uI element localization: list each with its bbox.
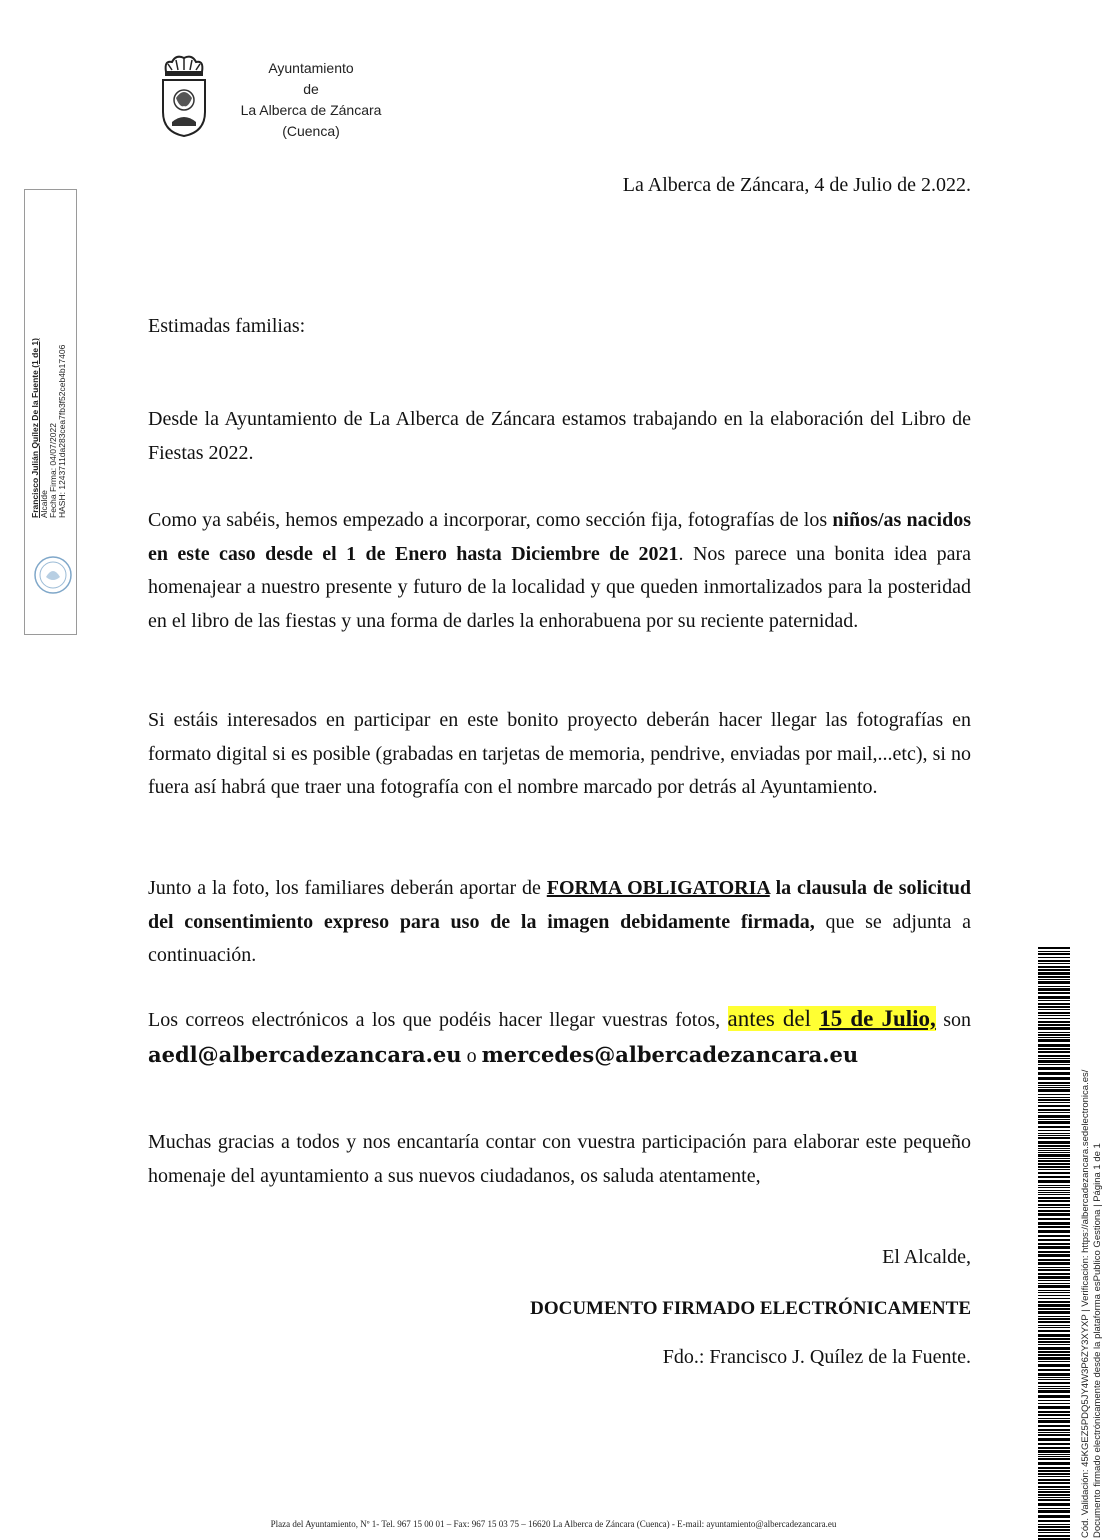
barcode-stripe bbox=[1038, 1176, 1070, 1178]
barcode-stripe bbox=[1038, 1021, 1070, 1023]
barcode-stripe bbox=[1038, 1262, 1070, 1265]
signer-role: Alcalde bbox=[39, 490, 49, 518]
paragraph-5 bbox=[148, 1002, 971, 1073]
email-mercedes: mercedes@albercadezancara.eu bbox=[481, 1041, 859, 1067]
barcode-stripe bbox=[1038, 976, 1070, 978]
org-name-line2: de bbox=[303, 81, 319, 97]
barcode-stripe bbox=[1038, 1456, 1070, 1457]
barcode-stripe bbox=[1038, 1486, 1070, 1488]
barcode-stripe bbox=[1038, 1115, 1070, 1118]
barcode-stripe bbox=[1038, 1051, 1070, 1053]
barcode-stripe bbox=[1038, 1251, 1070, 1253]
barcode-stripe bbox=[1038, 1497, 1070, 1498]
paragraph-4-text-a: Junto a la foto, los familiares deberán aportar de bbox=[148, 877, 547, 899]
paragraph-1: Desde la Ayuntamiento de La Alberca de Záncara estamos trabajando en la elaboración del Libro de Fiestas 2022. bbox=[148, 408, 971, 464]
barcode-stripe bbox=[1038, 1338, 1070, 1340]
barcode-stripe bbox=[1038, 1009, 1070, 1010]
barcode-stripe bbox=[1038, 1218, 1070, 1220]
barcode-stripe bbox=[1038, 1137, 1070, 1139]
barcode-stripe bbox=[1038, 1301, 1070, 1303]
barcode-stripe bbox=[1038, 1344, 1070, 1345]
signature-name: Fdo.: Francisco J. Quílez de la Fuente. bbox=[662, 1346, 971, 1368]
barcode-stripe bbox=[1038, 969, 1070, 971]
barcode-stripe bbox=[1038, 1109, 1070, 1111]
barcode-stripe bbox=[1038, 1190, 1070, 1191]
barcode-stripe bbox=[1038, 957, 1070, 958]
barcode-stripe bbox=[1038, 1077, 1070, 1080]
barcode-stripe bbox=[1038, 1243, 1070, 1245]
barcode-stripe bbox=[1038, 1166, 1070, 1168]
paragraph-2 bbox=[148, 504, 971, 638]
barcode-stripe bbox=[1038, 1130, 1070, 1131]
barcode-stripe bbox=[1038, 1246, 1070, 1249]
barcode-stripe bbox=[1038, 1187, 1070, 1188]
barcode-stripe bbox=[1038, 1406, 1070, 1409]
barcode-stripe bbox=[1038, 1082, 1070, 1084]
barcode-stripe bbox=[1038, 1499, 1070, 1501]
barcode-stripe bbox=[1038, 1222, 1070, 1225]
barcode-stripe bbox=[1038, 960, 1070, 962]
barcode-stripe bbox=[1038, 1515, 1070, 1518]
barcode-stripe bbox=[1038, 1491, 1070, 1493]
barcode-stripe bbox=[1038, 1018, 1070, 1019]
barcode-stripe bbox=[1038, 1386, 1070, 1387]
barcode-stripe bbox=[1038, 1450, 1070, 1453]
barcode-stripe bbox=[1038, 1160, 1070, 1162]
barcode-stripe bbox=[1038, 1044, 1070, 1047]
barcode-stripe bbox=[1038, 1330, 1070, 1332]
barcode-stripe bbox=[1038, 1067, 1070, 1070]
barcode-stripe bbox=[1038, 1172, 1070, 1174]
barcode-stripe bbox=[1038, 1037, 1070, 1038]
barcode-stripe bbox=[1038, 1145, 1070, 1147]
barcode-stripe bbox=[1038, 1276, 1070, 1279]
signature-title: El Alcalde, bbox=[882, 1246, 971, 1268]
barcode-stripe bbox=[1038, 1535, 1070, 1537]
barcode-stripe bbox=[1038, 1003, 1070, 1005]
verification-line-2: Documento firmado electrónicamente desde la plataforma esPublico Gestiona | Página 1 de 1 bbox=[1092, 1143, 1103, 1538]
barcode-stripe bbox=[1038, 1112, 1070, 1113]
barcode-stripe bbox=[1038, 1207, 1070, 1208]
barcode-stripe bbox=[1038, 1200, 1070, 1202]
barcode-stripe bbox=[1038, 1364, 1070, 1367]
barcode-stripe bbox=[1038, 1152, 1070, 1153]
consent-clause-bold: la clausula de solicitud del consentimiento expreso para uso de la imagen debidamente firmada, bbox=[148, 877, 971, 933]
barcode-stripe bbox=[1038, 1351, 1070, 1353]
barcode-stripe bbox=[1038, 1325, 1070, 1326]
barcode-stripe bbox=[1038, 1432, 1070, 1433]
barcode-stripe bbox=[1038, 1467, 1070, 1469]
barcode-stripe bbox=[1038, 1395, 1070, 1398]
barcode-stripe bbox=[1038, 1327, 1070, 1328]
footer-address: Plaza del Ayuntamiento, Nº 1- Tel. 967 15 00 01 – Fax: 967 15 03 75 – 16620 La Alberca de Záncara (Cuenca) - E-mail: ayuntamiento@albercadezancara.eu bbox=[270, 1519, 837, 1529]
barcode-stripe bbox=[1038, 1403, 1070, 1404]
paragraph-3: Si estáis interesados en participar en este bonito proyecto deberán hacer llegar las fotografías en formato digital si es posible (grabadas en tarjetas de memoria, pendrive, enviadas por mail,...etc), si no fuera así habrá que traer una fotografía con el nombre marcado por detrás al Ayuntamiento. bbox=[148, 709, 971, 798]
barcode-stripe bbox=[1038, 1458, 1070, 1460]
barcode-stripe bbox=[1038, 1027, 1070, 1030]
barcode-stripe bbox=[1038, 1429, 1070, 1431]
barcode-stripe bbox=[1038, 963, 1070, 964]
barcode-stripe bbox=[1038, 981, 1070, 984]
barcode-stripe bbox=[1038, 1119, 1070, 1120]
barcode-stripe bbox=[1038, 1308, 1070, 1310]
signature-hash: HASH: 1243711da283cea7fb3f52ceb4b17406 bbox=[57, 344, 67, 518]
barcode-stripe bbox=[1038, 1388, 1070, 1389]
barcode-stripe bbox=[1038, 1034, 1070, 1036]
barcode-stripe bbox=[1038, 1290, 1070, 1291]
barcode-stripe bbox=[1038, 1425, 1070, 1427]
or-text: o bbox=[461, 1044, 482, 1067]
barcode-stripe bbox=[1038, 1298, 1070, 1299]
barcode-stripe bbox=[1038, 1283, 1070, 1284]
paragraph-4 bbox=[148, 872, 971, 973]
barcode-stripe bbox=[1038, 1508, 1070, 1509]
seal-icon bbox=[33, 555, 73, 595]
barcode-stripe bbox=[1038, 1230, 1070, 1233]
barcode-stripe bbox=[1038, 1169, 1070, 1170]
barcode-stripe bbox=[1038, 1141, 1070, 1144]
org-name-line3: La Alberca de Záncara bbox=[240, 102, 382, 118]
barcode-stripe bbox=[1038, 1089, 1070, 1092]
barcode-stripe bbox=[1038, 1532, 1070, 1533]
deadline-date: 15 de Julio, bbox=[819, 1006, 936, 1031]
barcode-stripe bbox=[1038, 1006, 1070, 1008]
barcode-stripe bbox=[1038, 1015, 1070, 1016]
barcode-stripe bbox=[1038, 1473, 1070, 1475]
barcode-stripe bbox=[1038, 1390, 1070, 1393]
barcode-stripe bbox=[1038, 1334, 1070, 1337]
barcode-stripe bbox=[1038, 1192, 1070, 1193]
barcode-stripe bbox=[1038, 951, 1070, 952]
barcode-stripe bbox=[1038, 1443, 1070, 1445]
barcode-stripe bbox=[1038, 988, 1070, 991]
barcode-stripe bbox=[1038, 1354, 1070, 1356]
barcode-stripe bbox=[1038, 1462, 1070, 1465]
barcode-stripe bbox=[1038, 1039, 1070, 1042]
barcode-stripe bbox=[1038, 1447, 1070, 1449]
greeting: Estimadas familias: bbox=[148, 315, 306, 337]
mandatory-form-label: FORMA OBLIGATORIA bbox=[546, 877, 770, 899]
org-name-line4: (Cuenca) bbox=[282, 123, 340, 139]
barcode-stripe bbox=[1038, 1064, 1070, 1065]
barcode-stripe bbox=[1038, 1204, 1070, 1206]
barcode-stripe bbox=[1038, 1280, 1070, 1281]
barcode-stripe bbox=[1038, 1126, 1070, 1128]
barcode-stripe bbox=[1038, 1180, 1070, 1183]
barcode-stripe bbox=[1038, 1273, 1070, 1275]
barcode-stripe bbox=[1038, 1163, 1070, 1165]
barcode-stripe bbox=[1038, 1239, 1070, 1241]
barcode-stripe bbox=[1038, 1085, 1070, 1086]
birth-range-bold: niños/as nacidos en este caso desde el 1 de Enero hasta Diciembre de 2021 bbox=[148, 509, 972, 565]
barcode-stripe bbox=[1038, 1000, 1070, 1001]
barcode-stripe bbox=[1038, 1012, 1070, 1014]
barcode-stripe bbox=[1038, 1194, 1070, 1195]
barcode-stripe bbox=[1038, 1259, 1070, 1261]
barcode-stripe bbox=[1038, 1470, 1070, 1472]
barcode-stripe bbox=[1038, 1121, 1070, 1124]
barcode-stripe bbox=[1038, 1285, 1070, 1288]
barcode-stripe bbox=[1038, 1510, 1070, 1513]
barcode-stripe bbox=[1038, 1489, 1070, 1490]
barcode-stripe bbox=[1038, 1226, 1070, 1228]
barcode-stripe bbox=[1038, 979, 1070, 980]
barcode-stripe bbox=[1038, 1347, 1070, 1350]
signature-date: Fecha Firma: 04/07/2022 bbox=[48, 423, 58, 518]
barcode-stripe bbox=[1038, 1135, 1070, 1136]
barcode-stripe bbox=[1038, 1321, 1070, 1323]
barcode-stripe bbox=[1038, 1094, 1070, 1095]
barcode-stripe bbox=[1038, 1213, 1070, 1216]
barcode-stripe bbox=[1038, 1158, 1070, 1159]
org-name-line1: Ayuntamiento bbox=[268, 60, 354, 76]
barcode-stripe bbox=[1038, 1102, 1070, 1103]
barcode bbox=[1038, 947, 1070, 1540]
paragraph-5-text-a: Los correos electrónicos a los que podéis hacer llegar vuestras fotos, bbox=[148, 1009, 728, 1031]
signer-name: Francisco Julián Quílez De la Fuente (1 de 1) bbox=[30, 338, 40, 518]
barcode-stripe bbox=[1038, 1133, 1070, 1134]
barcode-stripe bbox=[1038, 1400, 1070, 1401]
barcode-stripe bbox=[1038, 1185, 1070, 1186]
barcode-stripe bbox=[1038, 1304, 1070, 1307]
barcode-stripe bbox=[1038, 1529, 1070, 1531]
barcode-stripe bbox=[1038, 1154, 1070, 1157]
barcode-stripe bbox=[1038, 1105, 1070, 1107]
barcode-stripe bbox=[1038, 1032, 1070, 1033]
paragraph-4-text-b: que se adjunta a continuación. bbox=[148, 910, 971, 966]
paragraph-2-text-a: Como ya sabéis, hemos empezado a incorporar, como sección fija, fotografías de los bbox=[148, 509, 833, 531]
barcode-stripe bbox=[1038, 1318, 1070, 1320]
barcode-stripe bbox=[1038, 1369, 1070, 1371]
barcode-stripe bbox=[1038, 1024, 1070, 1026]
barcode-stripe bbox=[1038, 1267, 1070, 1268]
barcode-stripe bbox=[1038, 1503, 1070, 1506]
barcode-stripe bbox=[1038, 1295, 1070, 1296]
barcode-stripe bbox=[1038, 1414, 1070, 1416]
barcode-stripe bbox=[1038, 1494, 1070, 1496]
barcode-stripe bbox=[1038, 1411, 1070, 1413]
barcode-stripe bbox=[1038, 1357, 1070, 1360]
barcode-stripe bbox=[1038, 1373, 1070, 1376]
barcode-stripe bbox=[1038, 1072, 1070, 1075]
email-aedl: aedl@albercadezancara.eu bbox=[148, 1041, 462, 1067]
barcode-stripe bbox=[1038, 1150, 1070, 1151]
paragraph-2-text-b: . Nos parece una bonita idea para homenajear a nuestro presente y futuro de la localidad y que queden inmortalizados para la posteridad en el libro de las fiestas y una forma de darles la enhorabuena por su reciente paternidad. bbox=[148, 542, 971, 632]
barcode-stripe bbox=[1038, 1377, 1070, 1378]
barcode-stripe bbox=[1038, 1060, 1070, 1063]
barcode-stripe bbox=[1038, 972, 1070, 975]
barcode-stripe bbox=[1038, 1148, 1070, 1149]
barcode-stripe bbox=[1038, 1379, 1070, 1380]
barcode-stripe bbox=[1038, 1055, 1070, 1057]
barcode-stripe bbox=[1038, 1454, 1070, 1455]
barcode-stripe bbox=[1038, 953, 1070, 955]
barcode-stripe bbox=[1038, 1479, 1070, 1481]
crest-logo bbox=[158, 50, 210, 138]
deadline-highlight: antes del bbox=[727, 1006, 820, 1031]
barcode-stripe bbox=[1038, 1476, 1070, 1477]
barcode-stripe bbox=[1038, 1438, 1070, 1441]
verification-line-1: Cód. Validación: 45KGEZ5PDQ5JY4W3P6ZY3XYXP | Verificación: https://albercadezancara.sedelectronica.es/ bbox=[1080, 1069, 1091, 1538]
barcode-stripe bbox=[1038, 1418, 1070, 1419]
barcode-stripe bbox=[1038, 1254, 1070, 1257]
barcode-stripe bbox=[1038, 947, 1070, 949]
barcode-stripe bbox=[1038, 1341, 1070, 1343]
barcode-stripe bbox=[1038, 1210, 1070, 1212]
barcode-stripe bbox=[1038, 1361, 1070, 1362]
barcode-stripe bbox=[1038, 1235, 1070, 1237]
barcode-stripe bbox=[1038, 1382, 1070, 1384]
barcode-stripe bbox=[1038, 996, 1070, 999]
barcode-stripe bbox=[1038, 1087, 1070, 1088]
son-text: son bbox=[935, 1009, 971, 1031]
barcode-stripe bbox=[1038, 1197, 1070, 1199]
barcode-stripe bbox=[1038, 1048, 1070, 1050]
barcode-stripe bbox=[1038, 1099, 1070, 1101]
barcode-stripe bbox=[1038, 966, 1070, 968]
barcode-stripe bbox=[1038, 1420, 1070, 1423]
barcode-stripe bbox=[1038, 1269, 1070, 1271]
barcode-stripe bbox=[1038, 992, 1070, 994]
paragraph-6: Muchas gracias a todos y nos encantaría contar con vuestra participación para elaborar este pequeño homenaje del ayuntamiento a sus nuevos ciudadanos, os saluda atentamente, bbox=[148, 1131, 971, 1187]
barcode-stripe bbox=[1038, 1482, 1070, 1484]
barcode-stripe bbox=[1038, 1311, 1070, 1314]
barcode-stripe bbox=[1038, 1058, 1070, 1059]
barcode-stripe bbox=[1038, 986, 1070, 987]
date-line: La Alberca de Záncara, 4 de Julio de 2.022. bbox=[622, 174, 971, 196]
barcode-stripe bbox=[1038, 1097, 1070, 1098]
barcode-stripe bbox=[1038, 1292, 1070, 1293]
barcode-stripe bbox=[1038, 1316, 1070, 1317]
barcode-stripe bbox=[1038, 1434, 1070, 1436]
signature-stamp: DOCUMENTO FIRMADO ELECTRÓNICAMENTE bbox=[530, 1298, 971, 1319]
